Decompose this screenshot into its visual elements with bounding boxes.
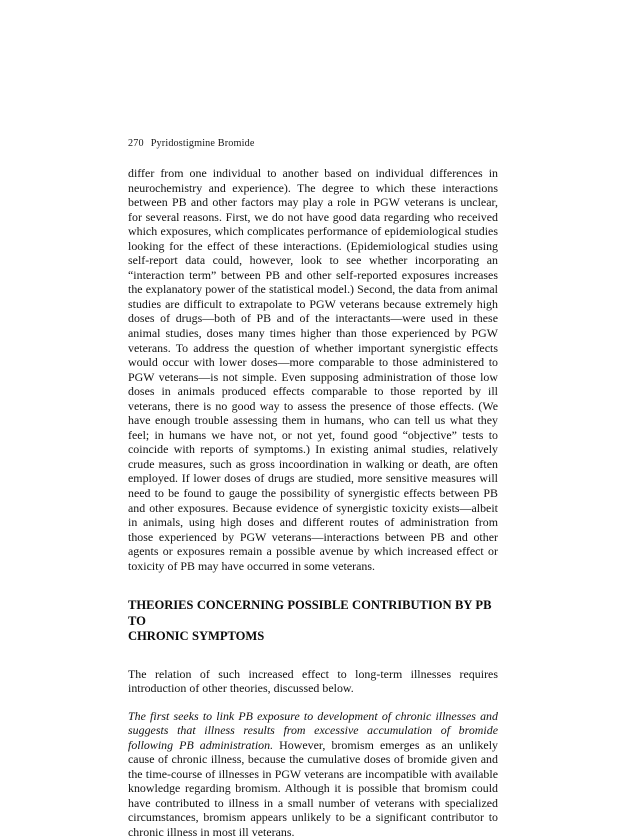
italic-lead-in: The first seeks to link PB exposure to development of chronic illnesses and suggests that illness results from excessive accumulation of bromide following PB administration. — [128, 708, 498, 752]
section-paragraph-2 — [128, 709, 498, 840]
page-number: 270 — [128, 138, 144, 149]
section-heading-line-2: CHRONIC SYMPTOMS — [128, 629, 265, 644]
running-head — [128, 137, 255, 150]
spacer — [128, 645, 498, 667]
section-heading — [128, 598, 498, 644]
section-paragraph-2-rest: However, bromism emerges as an unlikely cause of chronic illness, because the cumulative doses of bromide given and the time-course of illnesses in PGW veterans are incompatible with available knowledge regarding bromism. Although it is possible that bromism could have contributed to illness in a small number of veterans with specialized circumstances, bromism appears unlikely to be a significant contributor to chronic illness in most ill veterans. — [128, 737, 498, 839]
body-paragraph-1: differ from one individual to another based on individual differences in neurochemistry and experience). The degree to which these interactions between PB and other factors may play a role in PGW veterans is unclear, for several reasons. First, we do not have good data regarding who received which exposures, which complicates performance of epidemiological studies looking for the effect of these interactions. (Epidemiological studies using self-report data could, however, look to see whether incorporating an “interaction term” between PB and other self-reported exposures increases the explanatory power of the statistical model.) Second, the data from animal studies are difficult to extrapolate to PGW veterans because extremely high doses of drugs—both of PB and of the interactants—were used in these animal studies, doses many times higher than those experienced by PGW veterans. To address the question of whether important synergistic effects would occur with lower doses—more comparable to those administered to PGW veterans—is not simple. Even supposing administration of those low doses in animals produced effects comparable to those reported by ill veterans, there is no good way to assess the presence of those effects. (We have enough trouble assessing them in humans, who can tell us what they feel; in humans we have not, or not yet, found good “objective” tests to coincide with reports of symptoms.) In existing animal studies, relatively crude measures, such as gross incoordination in walking or death, are often employed. If lower doses of drugs are studied, more sensitive measures will need to be found to gauge the possibility of synergistic effects between PB and other exposures. Because evidence of synergistic toxicity exists—albeit in animals, using high doses and different routes of administration from those experienced by PGW veterans—interactions between PB and other agents or exposures remain a possible avenue by which increased effect or toxicity of PB may have occurred in some veterans. — [128, 166, 498, 573]
text-column — [128, 166, 498, 840]
section-paragraph-1: The relation of such increased effect to long-term illnesses requires introduction of other theories, discussed below. — [128, 666, 498, 696]
running-head-title: Pyridostigmine Bromide — [150, 138, 255, 149]
section-heading-line-1: THEORIES CONCERNING POSSIBLE CONTRIBUTION BY PB TO — [128, 598, 492, 628]
spacer — [128, 696, 498, 709]
spacer — [128, 573, 498, 598]
